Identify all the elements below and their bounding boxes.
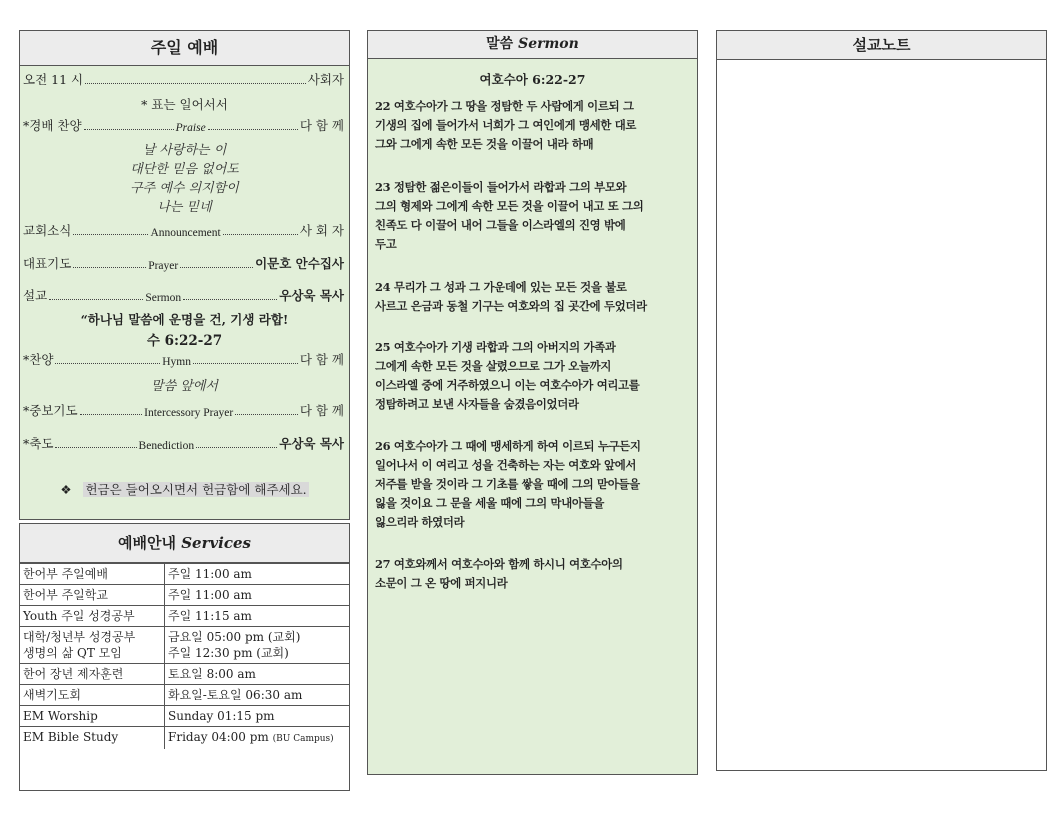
service-name: EM Bible Study [20, 727, 165, 750]
service-name-line: 생명의 삶 QT 모임 [23, 646, 122, 660]
verse-line: 정탐하려고 보낸 사자들을 숨겼음이었더라 [375, 397, 579, 411]
table-row [20, 727, 349, 750]
hymn-label: *찬양 [23, 352, 54, 367]
worship-order-panel [19, 30, 350, 520]
services-title-ko: 예배안내 [117, 534, 176, 552]
verse-25 [375, 338, 691, 414]
service-time-line: 금요일 05:00 pm (교회) [168, 630, 301, 644]
preacher-name: 우상욱 목사 [279, 288, 345, 303]
service-time: 주일 11:00 am [165, 585, 350, 606]
service-time-line: 주일 12:30 pm (교회) [168, 646, 289, 660]
table-row [20, 585, 349, 606]
prayer-label: 대표기도 [23, 256, 72, 271]
sermon-title: “하나님 말씀에 운명을 건, 기생 라합! [80, 312, 289, 327]
order-row-intercessory [23, 401, 344, 419]
verse-line: 그의 형제와 그에게 속한 모든 것을 이끌어 내고 또 그의 [375, 199, 644, 213]
announcement-en: Announcement [150, 227, 221, 239]
sermon-title-ko: 말씀 [486, 36, 514, 52]
verse-23 [375, 178, 691, 254]
offering-text: 헌금은 들어오시면서 헌금함에 해주세요. [85, 482, 307, 497]
lyric-line: 나는 믿네 [157, 200, 212, 215]
intercessory-leader: 다 함 께 [299, 403, 344, 418]
prayer-en: Prayer [148, 260, 179, 272]
verse-line: 두고 [375, 237, 397, 251]
order-row-announcement [23, 221, 344, 239]
service-time [165, 627, 350, 664]
order-row-sermon [23, 286, 344, 304]
order-row-benediction [23, 434, 344, 452]
benediction-leader: 우상욱 목사 [279, 436, 344, 451]
verse-line: 22 여호수아가 그 땅을 정탐한 두 사람에게 이르되 그 [375, 99, 634, 113]
services-title-en: Services [181, 534, 252, 552]
hymn-title: 말씀 앞에서 [151, 379, 218, 394]
sermon-panel [367, 30, 698, 775]
intercessory-label: *중보기도 [23, 403, 78, 418]
sermon-reference: 수 6:22-27 [146, 333, 223, 349]
service-name: 한어부 주일학교 [20, 585, 165, 606]
intercessory-en: Intercessory Prayer [144, 407, 234, 419]
verse-line: 소문이 그 온 땅에 퍼지니라 [375, 576, 508, 590]
verse-line: 그에게 속한 모든 것을 살렸으므로 그가 오늘까지 [375, 359, 612, 373]
sermon-label: 설교 [23, 288, 48, 303]
service-location: (BU Campus) [272, 734, 334, 744]
service-name: 새벽기도회 [20, 685, 165, 706]
verse-22 [375, 97, 691, 154]
sermon-panel-title [368, 31, 697, 59]
verse-24 [375, 278, 691, 316]
verse-line: 친족도 다 이끌어 내어 그들을 이스라엘의 진영 밖에 [375, 218, 626, 232]
service-name: 한어부 주일예배 [20, 564, 165, 585]
worship-order-body [20, 66, 349, 519]
service-time: Sunday 01:15 pm [165, 706, 350, 727]
verse-27 [375, 555, 691, 593]
service-time: 오전 11 시 [23, 72, 84, 87]
verse-line: 사르고 은금과 동철 기구는 여호와의 집 곳간에 두었더라 [375, 299, 647, 313]
verse-line: 기생의 집에 들어가서 너희가 그 여인에게 맹세한 대로 [375, 118, 637, 132]
service-time: 주일 11:00 am [165, 564, 350, 585]
worship-order-title: 주일 예배 [20, 31, 349, 66]
table-row [20, 685, 349, 706]
service-name: EM Worship [20, 706, 165, 727]
praise-en: Praise [175, 122, 206, 134]
order-row-prayer [23, 254, 344, 272]
verse-line: 저주를 받을 것이라 그 기초를 쌓을 때에 그의 맏아들을 [375, 477, 640, 491]
table-row [20, 664, 349, 685]
verse-line: 25 여호수아가 기생 라합과 그의 아버지의 가족과 [375, 340, 616, 354]
table-row [20, 564, 349, 585]
benediction-en: Benediction [138, 440, 195, 452]
praise-leader: 다 함 께 [299, 118, 344, 133]
service-name: 한어 장년 제자훈련 [20, 664, 165, 685]
benediction-label: *축도 [23, 436, 54, 451]
prayer-leader: 이문호 안수집사 [255, 256, 344, 271]
service-name [20, 627, 165, 664]
services-table [20, 563, 349, 749]
lyric-line: 날 사랑하는 이 [142, 143, 227, 158]
verse-line: 잃을 것이요 그 문을 세울 때에 그의 막내아들을 [375, 496, 605, 510]
service-name-line: 대학/청년부 성경공부 [23, 630, 136, 644]
order-row-hymn [23, 350, 344, 368]
table-row [20, 627, 349, 664]
service-time: 토요일 8:00 am [165, 664, 350, 685]
verse-line: 그와 그에게 속한 모든 것을 이끌어 내라 하매 [375, 137, 594, 151]
order-row-praise [23, 116, 344, 134]
sermon-en: Sermon [145, 292, 182, 304]
verse-line: 잃으리라 하였더라 [375, 515, 465, 529]
lyric-line: 구주 예수 의지함이 [130, 181, 239, 196]
services-panel [19, 523, 350, 791]
lyric-line: 대단한 믿음 없어도 [130, 162, 239, 177]
verse-line: 24 무리가 그 성과 그 가운데에 있는 모든 것을 불로 [375, 280, 627, 294]
verse-line: 23 정탐한 젊은이들이 들어가서 라합과 그의 부모와 [375, 180, 627, 194]
sermon-notes-title: 설교노트 [717, 31, 1046, 60]
table-row [20, 706, 349, 727]
service-name: Youth 주일 성경공부 [20, 606, 165, 627]
verse-line: 27 여호와께서 여호수아와 함께 하시니 여호수아의 [375, 557, 623, 571]
diamond-bullet-icon: ❖ [60, 482, 72, 497]
service-time: 화요일-토요일 06:30 am [165, 685, 350, 706]
announcement-leader: 사 회 자 [299, 223, 345, 238]
offering-note [20, 480, 349, 498]
praise-label: *경배 찬양 [23, 118, 82, 133]
order-row-time [23, 70, 344, 88]
scripture-body [368, 59, 697, 774]
scripture-reference: 여호수아 6:22-27 [479, 72, 586, 87]
hymn-en: Hymn [162, 356, 191, 368]
standing-note: * 표는 일어서서 [141, 97, 228, 112]
announcement-label: 교회소식 [23, 223, 72, 238]
verse-line: 26 여호수아가 그 때에 맹세하게 하여 이르되 누구든지 [375, 439, 641, 453]
service-time: 주일 11:15 am [165, 606, 350, 627]
verse-line: 이스라엘 중에 거주하였으니 이는 여호수아가 여리고를 [375, 378, 640, 392]
sermon-notes-panel [716, 30, 1047, 771]
services-title [20, 524, 349, 563]
service-time-line: Friday 04:00 pm [168, 730, 269, 744]
hymn-leader: 다 함 께 [299, 352, 344, 367]
verse-line: 일어나서 이 여리고 성을 건축하는 자는 여호와 앞에서 [375, 458, 637, 472]
table-row [20, 606, 349, 627]
sermon-title-en: Sermon [518, 36, 579, 52]
presider-label: 사회자 [307, 72, 344, 87]
verse-26 [375, 437, 691, 532]
service-time [165, 727, 350, 750]
